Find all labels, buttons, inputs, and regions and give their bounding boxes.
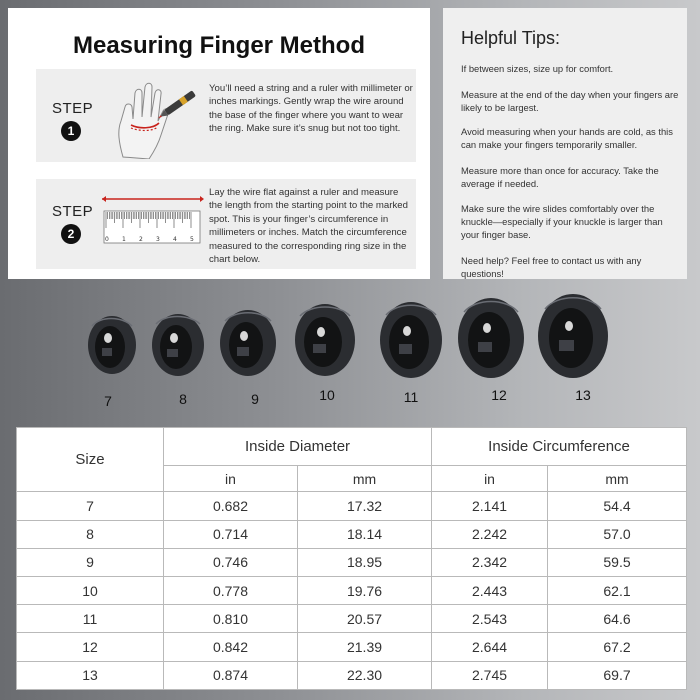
table-cell: 2.242: [432, 520, 548, 548]
ring-image: [378, 300, 444, 380]
table-cell: 0.810: [164, 605, 298, 633]
table-cell: 57.0: [548, 520, 687, 548]
ruler-tick-label: 3: [156, 236, 160, 243]
step-2-instructions: Lay the wire flat against a ruler and measure the length from the starting point to the marked spot. This is your finger’s circumference in millimeters or inches. Match the circumference measured to the corresponding ring size in the chart below.: [209, 187, 408, 266]
tip-item: Avoid measuring when your hands are cold, as this can make your fingers temporarily smaller.: [461, 126, 673, 150]
ruler-tick-label: 0: [105, 236, 109, 243]
table-cell: 2.342: [432, 548, 548, 576]
page-title: Measuring Finger Method: [72, 32, 365, 59]
step-label: STEP: [52, 203, 94, 220]
ring-image: [218, 308, 278, 378]
table-cell: 0.714: [164, 520, 298, 548]
ring-size-label: 9: [251, 391, 259, 407]
ring-image: [456, 296, 526, 380]
table-cell: 20.57: [298, 605, 432, 633]
helpful-tips-panel: [443, 8, 687, 279]
tip-item: Make sure the wire slides comfortably over the knuckle—especially if your knuckle is larger than your finger base.: [461, 203, 663, 240]
tip-item: Measure at the end of the day when your fingers are likely to be largest.: [461, 89, 679, 113]
table-cell: 67.2: [548, 633, 687, 661]
unit-header: in: [432, 466, 548, 492]
size-cell: 7: [17, 492, 164, 520]
table-row: [17, 605, 687, 633]
table-cell: 18.95: [298, 548, 432, 576]
size-cell: 12: [17, 633, 164, 661]
ruler-with-wire-illustration: [100, 193, 204, 245]
table-header-row: [17, 428, 687, 466]
table-cell: 0.842: [164, 633, 298, 661]
ring-size-10: [293, 302, 357, 383]
table-cell: 2.543: [432, 605, 548, 633]
ring-size-12: [456, 296, 526, 385]
step-2-box: [36, 179, 416, 269]
size-cell: 11: [17, 605, 164, 633]
table-cell: 59.5: [548, 548, 687, 576]
table-cell: 0.682: [164, 492, 298, 520]
ring-image: [86, 314, 138, 376]
table-cell: 17.32: [298, 492, 432, 520]
step-number-badge: 2: [61, 224, 81, 244]
ruler-tick-label: 2: [139, 236, 143, 243]
ruler-tick-label: 1: [122, 236, 126, 243]
tip-item: Need help? Feel free to contact us with any questions!: [461, 255, 642, 279]
ring-size-7: [86, 314, 138, 381]
table-cell: 0.874: [164, 661, 298, 689]
ruler-tick-label: 4: [173, 236, 177, 243]
table-cell: 62.1: [548, 577, 687, 605]
table-cell: 0.746: [164, 548, 298, 576]
ring-size-label: 12: [491, 387, 507, 403]
ring-size-9: [218, 308, 278, 383]
ring-size-label: 10: [319, 387, 335, 403]
table-row: [17, 633, 687, 661]
table-cell: 69.7: [548, 661, 687, 689]
ruler-tick-label: 5: [190, 236, 194, 243]
size-cell: 9: [17, 548, 164, 576]
table-cell: 18.14: [298, 520, 432, 548]
table-cell: 2.644: [432, 633, 548, 661]
size-cell: 10: [17, 577, 164, 605]
ring-image: [150, 312, 206, 378]
ring-size-8: [150, 312, 206, 383]
unit-header: mm: [548, 466, 687, 492]
table-row: [17, 520, 687, 548]
ring-size-label: 11: [403, 389, 419, 405]
ring-size-label: 8: [179, 391, 187, 407]
table-row: [17, 577, 687, 605]
table-cell: 54.4: [548, 492, 687, 520]
step-number-badge: 1: [61, 121, 81, 141]
tip-item: Measure more than once for accuracy. Take the average if needed.: [461, 165, 659, 189]
table-cell: 19.76: [298, 577, 432, 605]
ring-size-13: [536, 292, 610, 385]
inside-circumference-header: Inside Circumference: [432, 428, 687, 466]
inside-diameter-header: Inside Diameter: [164, 428, 432, 466]
table-cell: 21.39: [298, 633, 432, 661]
table-row: [17, 661, 687, 689]
tips-title: Helpful Tips:: [461, 28, 561, 48]
ring-size-label: 13: [575, 387, 591, 403]
unit-header: in: [164, 466, 298, 492]
step-1-instructions: You’ll need a string and a ruler with millimeter or inches markings. Gently wrap the wire around the base of the finger where you want to wear the ring. Make sure it’s snug but not too tight.: [209, 83, 413, 135]
size-cell: 8: [17, 520, 164, 548]
size-cell: 13: [17, 661, 164, 689]
unit-header: mm: [298, 466, 432, 492]
table-cell: 0.778: [164, 577, 298, 605]
ring-image: [293, 302, 357, 378]
ring-image: [536, 292, 610, 380]
hand-with-pen-illustration: [101, 73, 201, 159]
measuring-panel: [8, 8, 430, 279]
ring-size-label: 7: [104, 393, 112, 409]
tip-item: If between sizes, size up for comfort.: [461, 63, 614, 74]
step-label: STEP: [52, 100, 94, 117]
step-1-box: [36, 69, 416, 162]
table-cell: 22.30: [298, 661, 432, 689]
table-cell: 64.6: [548, 605, 687, 633]
size-column-header: Size: [17, 428, 164, 492]
ring-size-chart-table: [16, 427, 687, 690]
table-cell: 2.443: [432, 577, 548, 605]
table-row: [17, 548, 687, 576]
table-row: [17, 492, 687, 520]
table-cell: 2.141: [432, 492, 548, 520]
table-cell: 2.745: [432, 661, 548, 689]
ring-size-11: [378, 300, 444, 385]
